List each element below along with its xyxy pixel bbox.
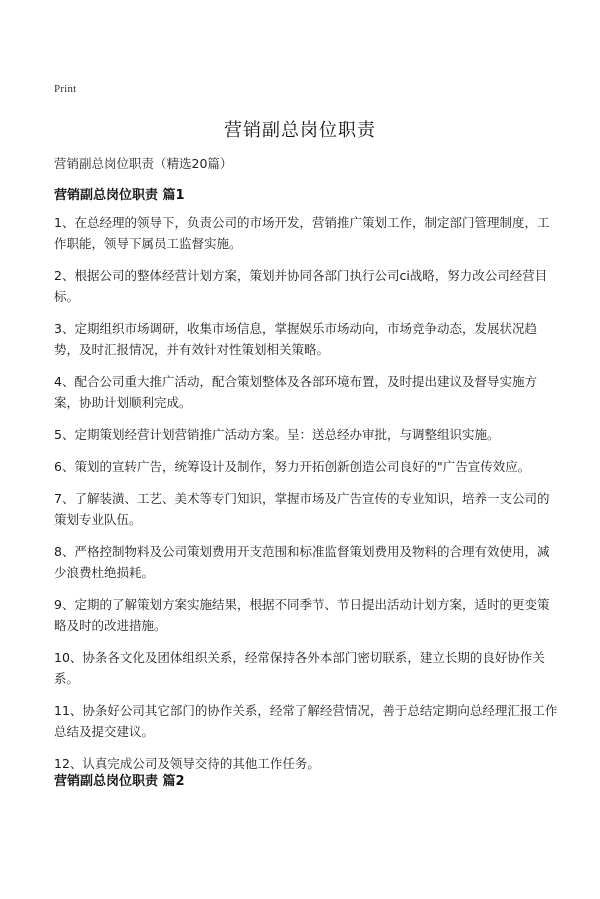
duty-item-1: 1、在总经理的领导下，负责公司的市场开发，营销推广策划工作，制定部门管理制度，工作职能，领导下属员工监督实施。 — [54, 215, 550, 251]
duty-item-12: 12、认真完成公司及领导交待的其他工作任务。 — [54, 756, 320, 771]
section-heading-2: 营销副总岗位职责 篇2 — [54, 774, 185, 789]
duty-item-11: 11、协条好公司其它部门的协作关系，经常了解经营情况，善于总结定期向总经理汇报工作总结及提交建议。 — [54, 703, 558, 739]
print-label: Print — [54, 83, 77, 95]
duty-item-6: 6、策划的宣转广告，统筹设计及制作，努力开拓创新创造公司良好的"广告宣传效应。 — [54, 459, 531, 474]
duty-item-7: 7、了解装潢、工艺、美术等专门知识，掌握市场及广告宣传的专业知识，培养一支公司的策划专业队伍。 — [54, 491, 550, 527]
duty-item-5: 5、定期策划经营计划营销推广活动方案。呈：送总经办审批，与调整组识实施。 — [54, 427, 500, 442]
duty-item-2: 2、根据公司的整体经营计划方案，策划并协同各部门执行公司ci战略，努力改公司经营目标。 — [54, 268, 548, 304]
duty-list — [54, 212, 560, 785]
duty-item-8: 8、严格控制物料及公司策划费用开支范围和标准监督策划费用及物料的合理有效使用，减少浪费杜绝损耗。 — [54, 544, 550, 580]
duty-item-9: 9、定期的了解策划方案实施结果，根据不同季节、节日提出活动计划方案，适时的更变策略及时的改进措施。 — [54, 597, 550, 633]
page-title: 营销副总岗位职责 — [224, 120, 376, 141]
section-heading-1: 营销副总岗位职责 篇1 — [54, 188, 185, 203]
duty-item-3: 3、定期组织市场调研，收集市场信息，掌握娱乐市场动向，市场竞争动态，发展状况趋势，及时汇报情况，并有效针对性策划相关策略。 — [54, 321, 537, 357]
duty-item-10: 10、协条各文化及团体组织关系，经常保持各外本部门密切联系，建立长期的良好协作关系。 — [54, 650, 545, 686]
document-subtitle: 营销副总岗位职责（精选20篇） — [54, 156, 233, 171]
duty-item-4: 4、配合公司重大推广活动，配合策划整体及各部环境布置，及时提出建议及督导实施方案，协助计划顺利完成。 — [54, 374, 537, 410]
